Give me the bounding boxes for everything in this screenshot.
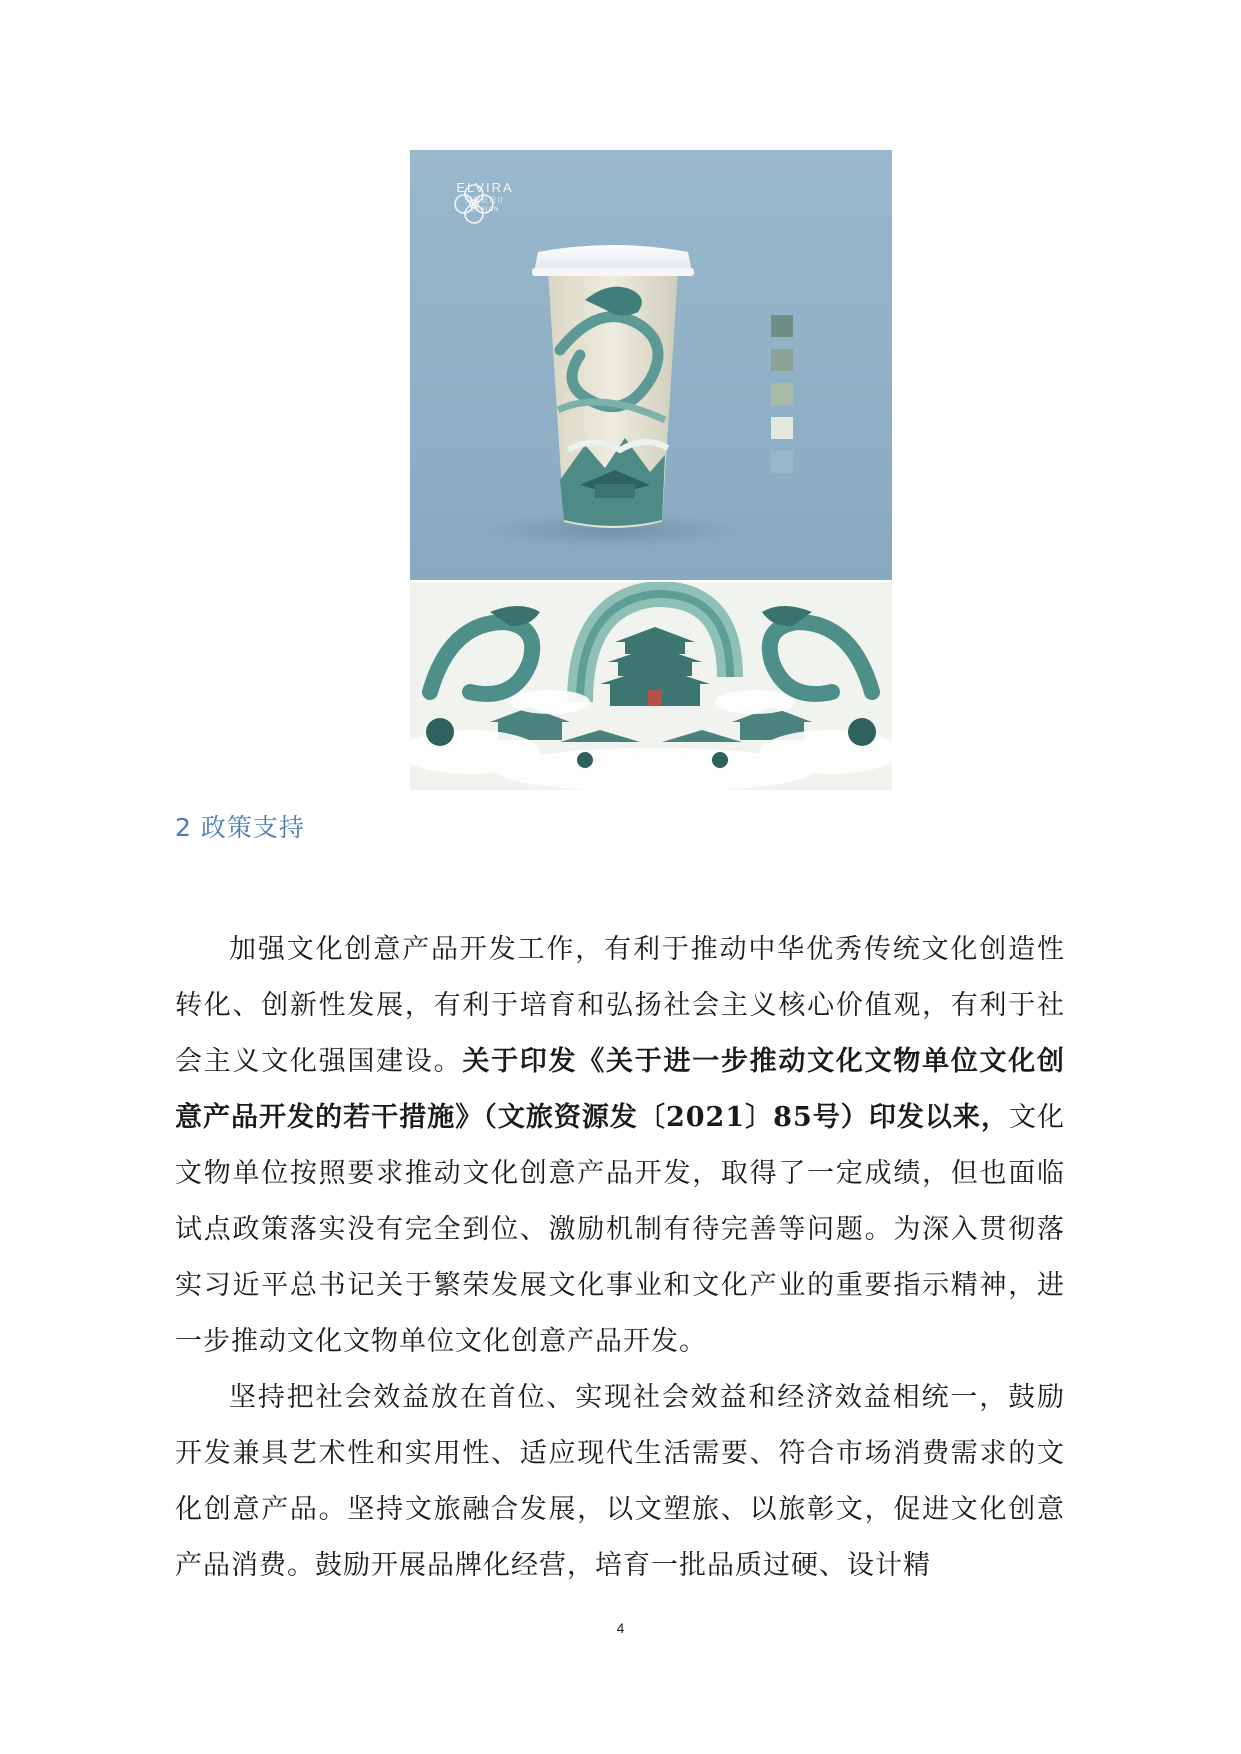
paragraph-text: 加强文化创意产品开发工作，有利于推动中华优秀传统文化创造性转化、创新性发展，有利于培育和弘扬社会主义核心价值观，有利于社会主义文化强国建设。 [175, 934, 1065, 1077]
flower-logo-icon [450, 180, 498, 228]
paragraph [175, 922, 1065, 1370]
page-number: 4 [616, 1620, 625, 1636]
brand-name: ELVIRA [456, 180, 514, 195]
dragon-palace-illustration [410, 582, 892, 790]
color-swatches [771, 315, 793, 485]
color-swatch [771, 349, 793, 371]
body-text [175, 922, 1065, 1594]
brand-design-label: DESIGN [470, 207, 500, 213]
section-heading: 2 政策支持 [175, 813, 305, 842]
paragraph-text: 文化文物单位按照要求推动文化创意产品开发，取得了一定成绩，但也面临试点政策落实没有完全到位、激励机制有待完善等问题。为深入贯彻落实习近平总书记关于繁荣发展文化事业和文化产业的重要指示精神，进一步推动文化文物单位文化创意产品开发。 [175, 1102, 1066, 1357]
color-swatch [771, 315, 793, 337]
color-swatch [771, 451, 793, 473]
cup-poster-image [410, 150, 892, 580]
brand-logo [450, 180, 520, 215]
paragraph [175, 1370, 1065, 1594]
color-swatch [771, 383, 793, 405]
policy-document-title: 关于印发《关于进一步推动文化文物单位文化创意产品开发的若干措施》（文旅资源发〔2021〕85号）印发以来， [175, 1046, 1066, 1133]
product-figure [410, 150, 892, 790]
paragraph-text: 坚持把社会效益放在首位、实现社会效益和经济效益相统一，鼓励开发兼具艺术性和实用性、适应现代生活需要、符合市场消费需求的文化创意产品。坚持文旅融合发展，以文塑旅、以旅彰文，促进文化创意产品消费。鼓励开展品牌化经营，培育一批品质过硬、设计精 [175, 1382, 1065, 1581]
color-swatch [771, 417, 793, 439]
brand-chinese-name: 爱薇拉设计 [465, 197, 505, 204]
dragon-panorama-image [410, 582, 892, 790]
